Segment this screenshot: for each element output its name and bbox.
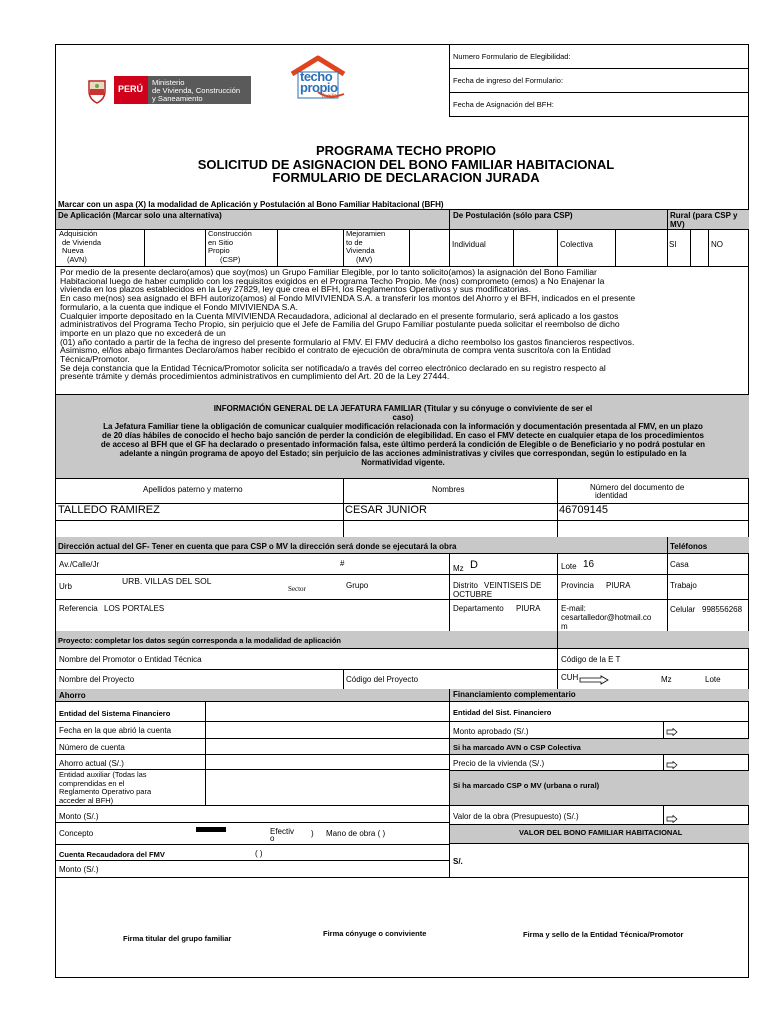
ahorro-actual-label: Ahorro actual (S/.) — [59, 759, 124, 768]
apellidos-field[interactable]: TALLEDO RAMIREZ — [58, 504, 160, 516]
declaracion-text: Por medio de la presente declaro(amos) que soy(mos) un Grupo Familiar Elegible, por lo tanto solicito(amos) la asignación del Bono Familiar Habitacional luego de haber cumplido con los requisitos exigidos en el Programa Techo Propio. Me (nos) comprometo (emos) a No Enajenar la vivienda en los plazos establecidos en la Ley 27829, ley que crea el BFH, los Reglamentos Operativos y sus modificatorias. En caso me(nos) sea asignado el BFH autorizo(amos) al Fondo MIVIVIENDA S.A. a transferir los montos del Ahorro y el BFH, indicados en el presente formulario, a la cuenta que indique el Fondo MIVIVIENDA S.A. Cualquier importe depositado en la Cuenta MIVIVIENDA Recaudadora, adicional al declarado en el presente formulario, será aplicado a los gastos administrativos del Programa Techo Propio, sin perjuicio que el Jefe de Familia del Grupo Familiar postulante pueda solicitar el reembolso de dicho importe en un plazo que no excederá de un (01) año contado a partir de la fecha de ingreso del presente formulario al FMV. El FMV deducirá a dicho reembolso los gastos financieros respectivos. Asimismo, el/los abajo firmantes Declaro/amos haber recibido el contrato de ejecución de obra/minuta de compra venta suscrito/a con la Entidad Técnica/Promotor. Se deja constancia que la Entidad Técnica/Promotor solicita ser notificada/o a través del correo electrónico declarado en su registro respecto al presente trámite y demás procedimientos administrativos en cumplimiento del Art. 20 de la Ley 27444. — [60, 267, 636, 382]
bono-header: VALOR DEL BONO FAMILIAR HABITACIONAL — [519, 828, 683, 837]
departamento-field[interactable]: PIURA — [516, 604, 541, 613]
monto-label: Monto (S/.) — [59, 812, 99, 821]
celular-field[interactable]: 998556268 — [702, 605, 743, 614]
fecha-asignacion-label: Fecha de Asignación del BFH: — [453, 100, 554, 109]
casa-label: Casa — [670, 560, 689, 569]
option-colectiva[interactable]: Colectiva — [560, 240, 593, 249]
nombres-field[interactable]: CESAR JUNIOR — [345, 504, 427, 516]
page-subtitle: SOLICITUD DE ASIGNACION DEL BONO FAMILIAR HABITACIONAL — [197, 157, 615, 172]
arrow-right-icon — [579, 672, 609, 682]
financiamiento-header: Financiamiento complementario — [453, 690, 576, 699]
option-avn[interactable]: Adquisición de Vivienda Nueva (AVN) — [59, 229, 102, 264]
numero-cuenta-label: Número de cuenta — [59, 743, 125, 752]
referencia-field[interactable]: LOS PORTALES — [104, 604, 165, 613]
email-field[interactable]: cesartalledor@hotmail.co m — [561, 613, 652, 631]
proyecto-header: Proyecto: completar los datos según corresponda a la modalidad de aplicación — [58, 636, 341, 645]
trabajo-label: Trabajo — [670, 581, 697, 590]
postulacion-header: De Postulación (sólo para CSP) — [453, 211, 573, 220]
arrow-right-icon — [666, 756, 678, 764]
option-no[interactable]: NO — [711, 240, 723, 249]
mano-obra-option[interactable]: Mano de obra ( ) — [326, 829, 386, 838]
proyecto-mz-label: Mz — [661, 675, 672, 684]
option-mv[interactable]: Mejoramien to de Vivienda (MV) — [346, 229, 386, 264]
mz-field[interactable]: D — [470, 559, 478, 571]
option-csp[interactable]: Construcción en Sitio Propio (CSP) — [208, 229, 252, 264]
arrow-right-icon — [666, 723, 678, 731]
col-documento: Número del documento de identidad — [590, 483, 685, 500]
provincia-field[interactable]: PIURA — [606, 581, 631, 590]
csp-mv-header: Si ha marcado CSP o MV (urbana o rural) — [453, 781, 600, 790]
grupo-label: Grupo — [346, 581, 369, 590]
provincia-label: Provincia — [561, 581, 594, 590]
telefonos-header: Teléfonos — [670, 542, 708, 551]
firma-conyuge: Firma cónyuge o conviviente — [323, 929, 427, 938]
distrito-label: Distrito — [453, 581, 478, 590]
direccion-header: Dirección actual del GF- Tener en cuenta que para CSP o MV la dirección será donde se ejecutará la obra — [58, 542, 457, 551]
distrito-field[interactable]: VEINTISEIS DE — [484, 581, 542, 590]
efectivo-label[interactable]: Efectiv o — [270, 827, 295, 843]
documento-field[interactable]: 46709145 — [559, 504, 608, 516]
cuh-label: CUH — [561, 673, 579, 682]
redaction-bar — [196, 827, 226, 832]
referencia-label: Referencia — [59, 604, 98, 613]
lote-label: Lote — [561, 562, 577, 571]
arrow-right-icon — [666, 810, 678, 818]
ahorro-header: Ahorro — [59, 691, 86, 700]
bono-value-field[interactable]: S/. — [453, 857, 463, 866]
fecha-apertura-label: Fecha en la que abrió la cuenta — [59, 726, 172, 735]
entidad-sist-label: Entidad del Sist. Financiero — [453, 708, 552, 717]
concepto-label: Concepto — [59, 829, 94, 838]
codigo-et-label: Código de la E T — [561, 655, 621, 664]
numero-formulario-label: Numero Formulario de Elegibilidad: — [453, 52, 571, 61]
precio-vivienda-label: Precio de la vivienda (S/.) — [453, 759, 545, 768]
departamento-label: Departamento — [453, 604, 504, 613]
col-apellidos: Apellidos paterno y materno — [143, 485, 243, 494]
option-si[interactable]: SI — [669, 240, 677, 249]
avn-csp-header: Si ha marcado AVN o CSP Colectiva — [453, 743, 581, 752]
monto-aprobado-label: Monto aprobado (S/.) — [453, 727, 529, 736]
aplicacion-header: De Aplicación (Marcar solo una alternativa) — [58, 211, 222, 220]
urb-label: Urb — [59, 582, 72, 591]
nombre-proyecto-label: Nombre del Proyecto — [59, 675, 135, 684]
entidad-auxiliar-label: Entidad auxiliar (Todas las comprendidas en el Reglamento Operativo para acceder al BFH) — [59, 770, 152, 805]
email-label: E-mail: — [561, 604, 586, 613]
monto2-label: Monto (S/.) — [59, 865, 99, 874]
urb-field[interactable]: URB. VILLAS DEL SOL — [122, 576, 212, 586]
techo-propio-logo: techo propio facilito — [288, 54, 348, 104]
page-title: PROGRAMA TECHO PROPIO — [315, 143, 497, 158]
numero-label: # — [340, 559, 345, 568]
informacion-general: INFORMACIÓN GENERAL DE LA JEFATURA FAMILIAR (Titular y su cónyuge o conviviente de ser el caso) La Jefatura Familiar tiene la obligación de comunicar cualquier modificación relacionada con la información y documentación presentada al FMV, en un plazo de 20 días hábiles de conocido el hecho bajo sanción de perder la condición de elegibilidad. En caso el FMV detecte en cualquier etapa de los procedimientos de acceso al BFH que el GF ha declarado o presentado información falsa, este último perderá la condición de Elegible o de Beneficiario y no podrá postular en adelante a ningún programa de apoyo del Estado; sin perjuicio de las acciones administrativas y civiles que correspondan, según lo estipulado en la Normatividad vigente. — [100, 404, 706, 467]
entidad-sistema-label: Entidad del Sistema Financiero — [59, 709, 171, 718]
cuenta-recaudadora-label: Cuenta Recaudadora del FMV — [59, 850, 165, 859]
celular-label: Celular — [670, 605, 696, 614]
av-label: Av./Calle/Jr — [59, 560, 100, 569]
peru-logo: PERÚ Ministerio de Vivienda, Construcción y Saneamiento — [114, 76, 251, 104]
mz-label: Mz — [453, 564, 464, 573]
col-nombres: Nombres — [432, 485, 465, 494]
firma-entidad: Firma y sello de la Entidad Técnica/Promotor — [523, 930, 684, 939]
page-subtitle-2: FORMULARIO DE DECLARACION JURADA — [272, 170, 540, 185]
fecha-ingreso-label: Fecha de ingreso del Formulario: — [453, 76, 564, 85]
modalidad-instruction: Marcar con un aspa (X) la modalidad de Aplicación y Postulación al Bono Familiar Habitacional (BFH) — [58, 200, 444, 209]
peru-shield-icon — [86, 78, 108, 104]
sector-label: Sector — [288, 585, 306, 593]
option-individual[interactable]: Individual — [452, 240, 486, 249]
promotor-label: Nombre del Promotor o Entidad Técnica — [59, 655, 202, 664]
lote-field[interactable]: 16 — [583, 559, 595, 570]
codigo-proyecto-label: Código del Proyecto — [346, 675, 419, 684]
rural-header: Rural (para CSP y MV) — [670, 211, 738, 229]
firma-titular: Firma titular del grupo familiar — [123, 934, 232, 943]
proyecto-lote-label: Lote — [705, 675, 721, 684]
cuenta-recaudadora-field[interactable]: ( ) — [255, 849, 263, 858]
valor-obra-label: Valor de la obra (Presupuesto) (S/.) — [453, 812, 579, 821]
